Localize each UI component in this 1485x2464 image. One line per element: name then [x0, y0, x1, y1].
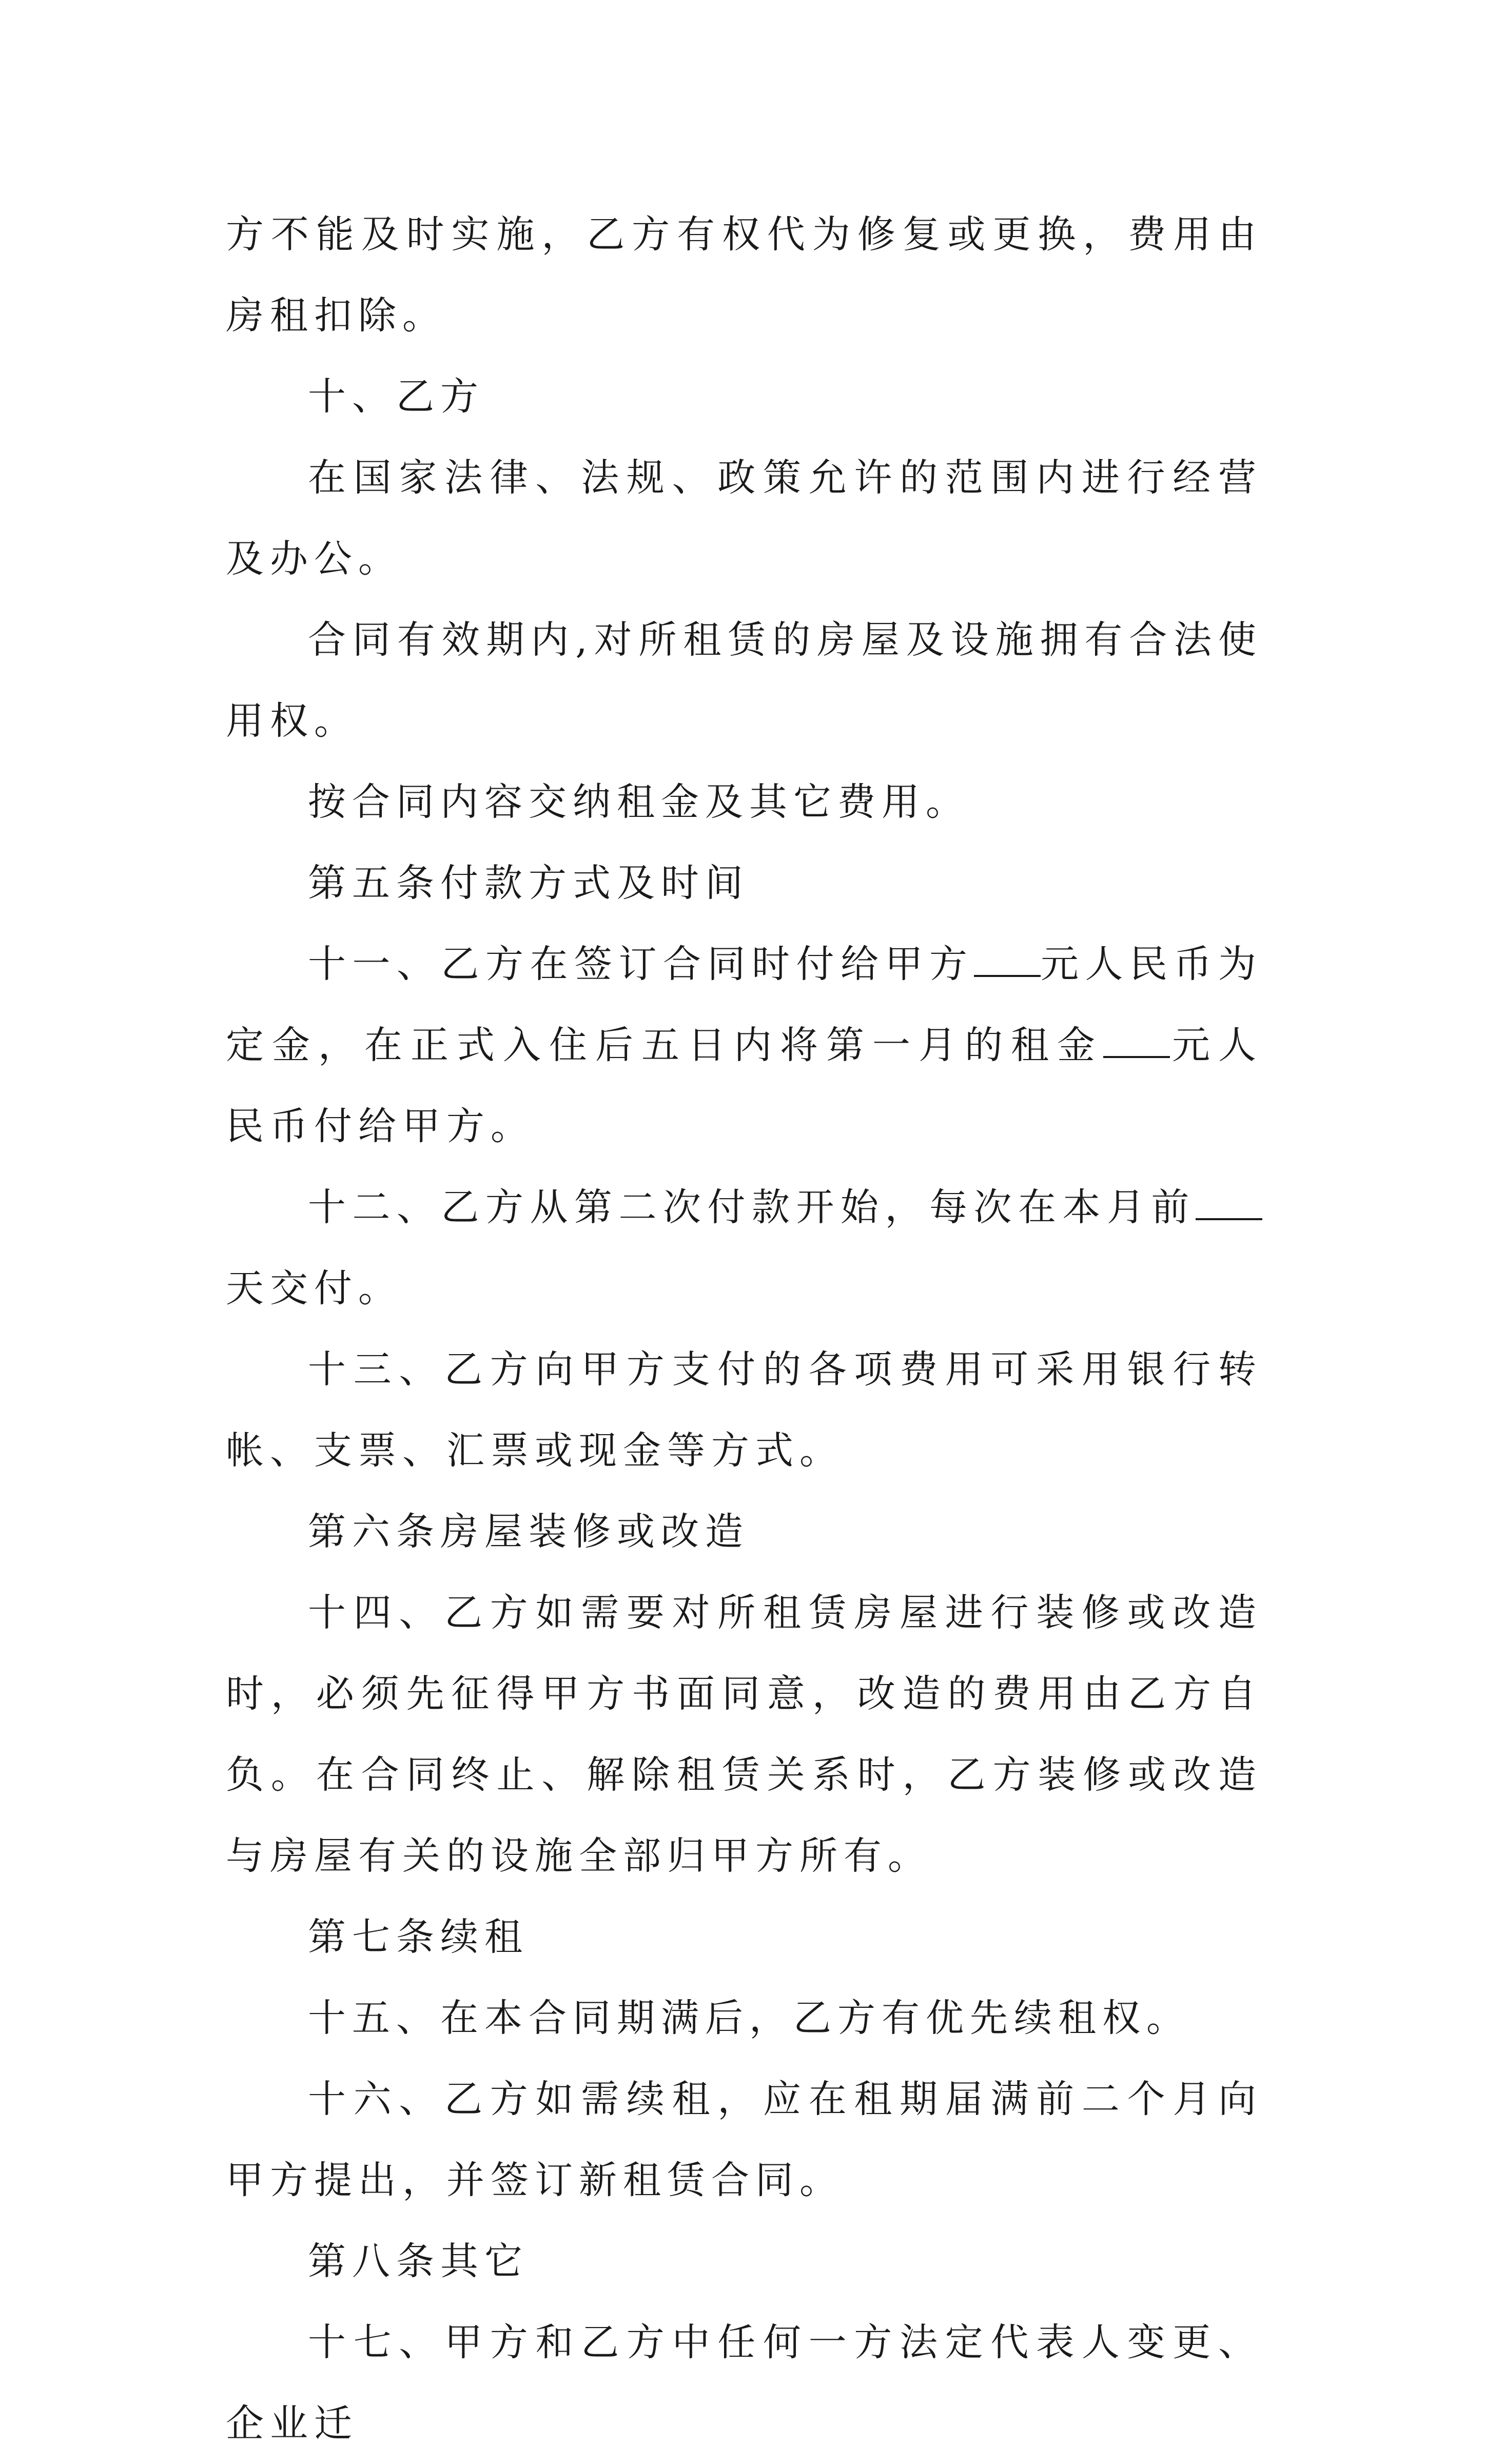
paragraph-pay-rent: 按合同内容交纳租金及其它费用。	[308, 780, 970, 824]
clause-eleven	[226, 924, 1262, 1167]
clause-twelve-part-2: 天交付。	[226, 1266, 402, 1311]
clause-fifteen: 十五、在本合同期满后，乙方有优先续租权。	[308, 1996, 1190, 2040]
clause-sixteen: 十六、乙方如需续租，应在租期届满前二个月向甲方提出，并签订新租赁合同。	[226, 2077, 1262, 2202]
clause-eleven-part-2: 元人民币为定金，在正式入住后五日内将第一月的租金	[226, 942, 1262, 1067]
clause-eleven-part-1: 十一、乙方在签订合同时付给甲方	[308, 942, 974, 986]
clause-seventeen: 十七、甲方和乙方中任何一方法定代表人变更、企业迁	[226, 2320, 1262, 2446]
contract-body	[226, 194, 1262, 2464]
clause-thirteen: 十三、乙方向甲方支付的各项费用可采用银行转帐、支票、汇票或现金等方式。	[226, 1347, 1262, 1473]
first-rent-amount-blank	[1103, 1022, 1170, 1058]
clause-ten-heading: 十、乙方	[308, 375, 484, 419]
payment-days-blank	[1196, 1184, 1262, 1220]
deposit-amount-blank	[974, 941, 1041, 977]
paragraph-usage-right: 合同有效期内,对所租赁的房屋及设施拥有合法使用权。	[226, 618, 1262, 743]
clause-twelve	[226, 1167, 1262, 1329]
article-five-heading: 第五条付款方式及时间	[308, 861, 749, 905]
article-eight-heading: 第八条其它	[308, 2239, 529, 2283]
clause-twelve-part-1: 十二、乙方从第二次付款开始，每次在本月前	[308, 1185, 1196, 1229]
clause-eleven-part-3: 元人民币付给甲方。	[226, 1023, 1262, 1148]
article-seven-heading: 第七条续租	[308, 1915, 529, 1959]
paragraph-business-scope: 在国家法律、法规、政策允许的范围内进行经营及办公。	[226, 456, 1262, 581]
paragraph-continuation: 方不能及时实施，乙方有权代为修复或更换，费用由房租扣除。	[226, 212, 1262, 338]
article-six-heading: 第六条房屋装修或改造	[308, 1510, 749, 1554]
clause-fourteen: 十四、乙方如需要对所租赁房屋进行装修或改造时，必须先征得甲方书面同意，改造的费用由乙方自负。在合同终止、解除租赁关系时，乙方装修或改造与房屋有关的设施全部归甲方所有。	[226, 1591, 1262, 1878]
